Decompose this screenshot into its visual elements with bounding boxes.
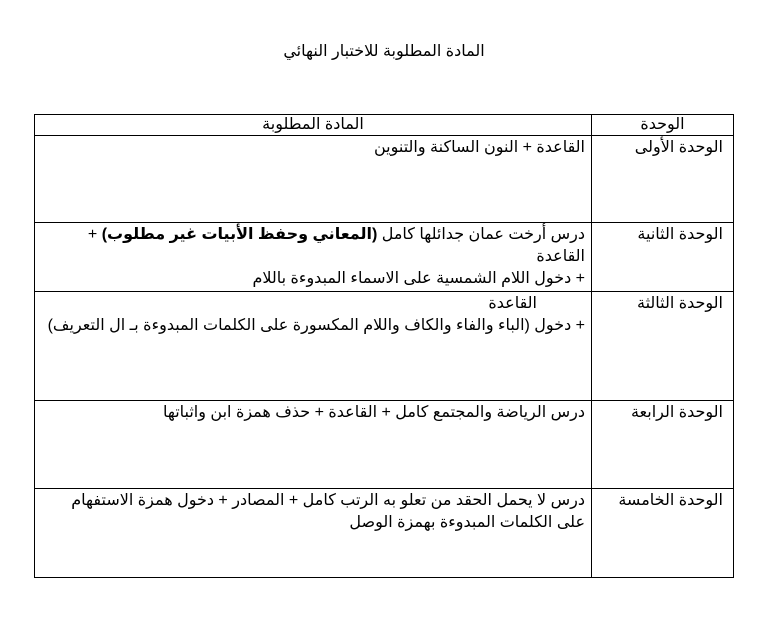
material-cell (35, 401, 592, 489)
unit-cell: الوحدة الرابعة (592, 401, 734, 489)
units-table (34, 114, 734, 578)
material-line: القاعدة + النون الساكنة والتنوين (374, 139, 585, 156)
material-cell (35, 489, 592, 578)
material-text: درس أرخت عمان جدائلها كامل (377, 226, 585, 243)
material-cell (35, 136, 592, 223)
unit-cell: الوحدة الثالثة (592, 292, 734, 401)
material-line: القاعدة (488, 295, 537, 312)
table-row (35, 136, 734, 223)
header-unit: الوحدة (592, 115, 734, 136)
table-row (35, 292, 734, 401)
material-cell (35, 292, 592, 401)
unit-cell: الوحدة الثانية (592, 223, 734, 292)
table-row (35, 223, 734, 292)
header-material: المادة المطلوبة (35, 115, 592, 136)
unit-cell: الوحدة الأولى (592, 136, 734, 223)
page-title: المادة المطلوبة للاختبار النهائي (283, 43, 485, 60)
table-row (35, 401, 734, 489)
material-line: درس الرياضة والمجتمع كامل + القاعدة + حذف همزة ابن واثباتها (162, 404, 585, 421)
material-cell (35, 223, 592, 292)
material-line (41, 224, 585, 268)
material-line: + دخول (الباء والفاء والكاف واللام المكسورة على الكلمات المبدوءة بـ ال التعريف) (47, 317, 585, 334)
unit-cell: الوحدة الخامسة (592, 489, 734, 578)
material-line: + دخول اللام الشمسية على الاسماء المبدوءة باللام (252, 270, 585, 287)
material-text: + القاعدة (87, 226, 585, 265)
material-line: درس لا يحمل الحقد من تعلو به الرتب كامل + المصادر + دخول همزة الاستفهام على الكلمات المبدوءة بهمزة الوصل (71, 492, 585, 531)
table-header-row (35, 115, 734, 136)
table-row (35, 489, 734, 578)
material-bold-note: (المعاني وحفظ الأبيات غير مطلوب) (101, 226, 378, 243)
